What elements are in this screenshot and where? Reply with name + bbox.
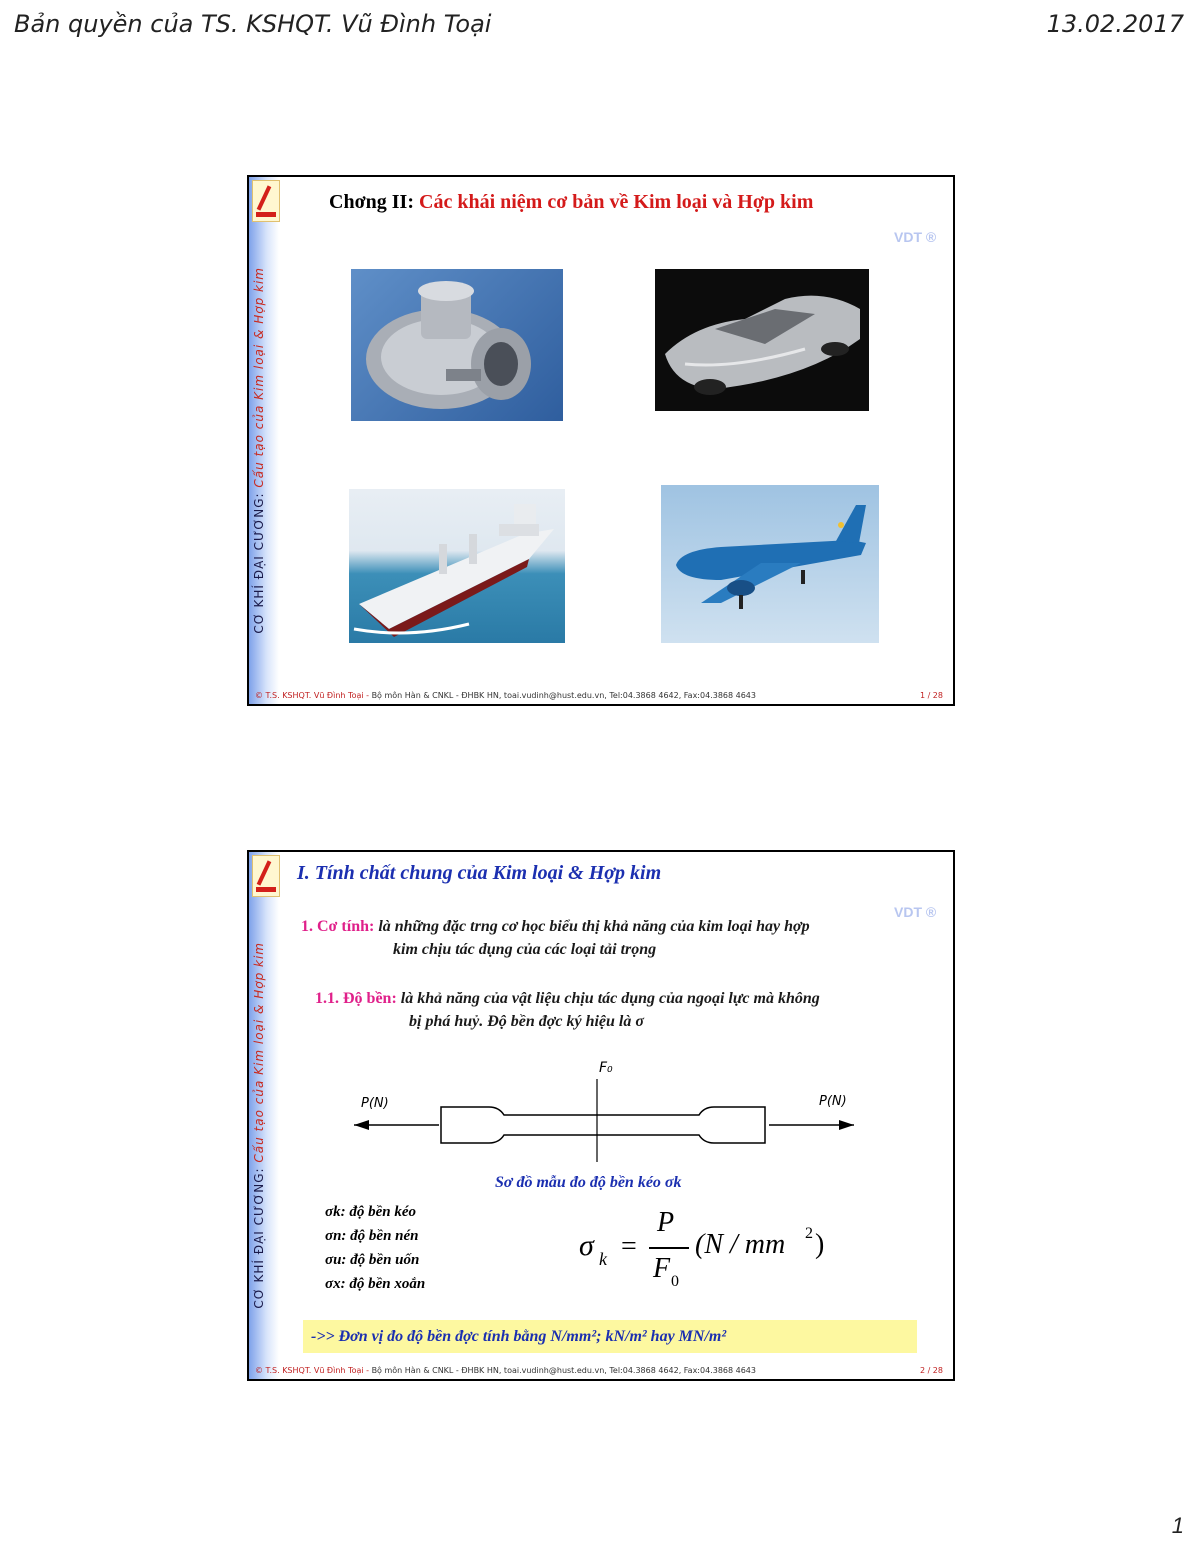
slide-2: [247, 850, 955, 1381]
mechanical-property-definition: 1. Cơ tính: là những đặc trng cơ học biểu thị khả năng của kim loại hay hợp: [301, 918, 810, 935]
strength-symbol-list: [325, 1200, 425, 1296]
mechanical-property-definition-cont: kim chịu tác dụng của các loại tải trọng: [393, 941, 657, 958]
slide-sidebar: [249, 177, 279, 704]
list-item: σu: độ bền uốn: [325, 1252, 420, 1268]
diagram-caption: Sơ đồ mẫu đo độ bền kéo σk: [495, 1174, 682, 1191]
photo-car-body: [655, 269, 869, 411]
list-item: σx: độ bền xoắn: [325, 1276, 426, 1292]
photo-cast-housing: [351, 269, 563, 421]
force-label-right: P(N): [819, 1094, 847, 1109]
photo-cargo-ship: [349, 489, 565, 643]
force-label-left: P(N): [361, 1096, 389, 1111]
cross-section-label: F₀: [599, 1060, 613, 1076]
slide-title: Chơng II: Các khái niệm cơ bản về Kim loại và Hợp kim: [329, 191, 814, 213]
photo-airplane: [661, 485, 879, 643]
university-logo-icon: [252, 180, 280, 222]
watermark: VDT ®: [894, 904, 937, 920]
sidebar-vertical-title: CƠ KHÍ ĐẠI CƯƠNG: Cấu tạo của Kim loại & Hợp kim: [252, 942, 266, 1309]
strength-definition-cont: bị phá huỷ. Độ bền đợc ký hiệu là σ: [409, 1013, 644, 1030]
slide-footer: © T.S. KSHQT. Vũ Đình Toại - Bộ môn Hàn & CNKL - ĐHBK HN, toai.vudinh@hust.edu.vn, Tel:04.3868 4642, Fax:04.3868 4643 2 / 28: [249, 1363, 953, 1379]
list-item: σk: độ bền kéo: [325, 1204, 416, 1220]
university-logo-icon: [252, 855, 280, 897]
slide-title: I. Tính chất chung của Kim loại & Hợp kim: [297, 862, 662, 884]
document-page-number: 1: [1171, 1513, 1184, 1538]
slide-sidebar: [249, 852, 279, 1379]
unit-note: ->> Đơn vị đo độ bền đợc tính bằng N/mm²; kN/m² hay MN/m²: [303, 1320, 917, 1353]
sidebar-vertical-title: CƠ KHÍ ĐẠI CƯƠNG: Cấu tạo của Kim loại & Hợp kim: [252, 267, 266, 634]
watermark: VDT ®: [894, 229, 937, 245]
list-item: σn: độ bền nén: [325, 1228, 419, 1244]
slide-page-number: 1 / 28: [919, 691, 943, 700]
slide-page-number: 2 / 28: [919, 1366, 943, 1375]
document-header-date: 13.02.2017: [1046, 10, 1184, 38]
slide-footer: © T.S. KSHQT. Vũ Đình Toại - Bộ môn Hàn & CNKL - ĐHBK HN, toai.vudinh@hust.edu.vn, Tel:04.3868 4642, Fax:04.3868 4643 1 / 28: [249, 688, 953, 704]
tensile-strength-formula: σ k = P F 0 (N / mm 2 ): [579, 1207, 825, 1290]
slide-1: [247, 175, 955, 706]
strength-definition: 1.1. Độ bền: là khả năng của vật liệu chịu tác dụng của ngoại lực mà không: [315, 990, 820, 1007]
document-header-author: Bản quyền của TS. KSHQT. Vũ Đình Toại: [14, 10, 492, 38]
